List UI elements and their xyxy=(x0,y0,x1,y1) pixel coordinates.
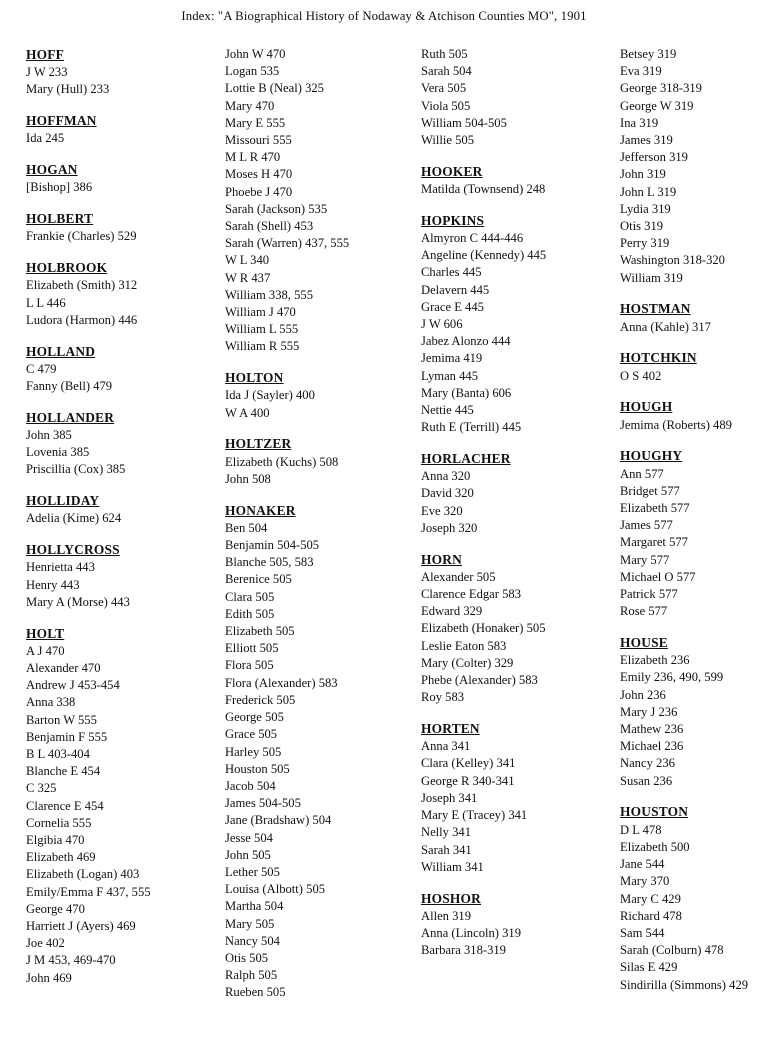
surname-heading: HOLLYCROSS xyxy=(26,542,120,558)
index-entry: Elliott 505 xyxy=(225,641,279,656)
index-entry: Nettie 445 xyxy=(421,403,474,418)
index-entry: Martha 504 xyxy=(225,899,284,914)
surname-heading: HOLLANDER xyxy=(26,409,115,425)
index-entry: Elizabeth 469 xyxy=(26,850,96,865)
surname-heading: HOSHOR xyxy=(421,890,481,906)
index-entry: Nancy 504 xyxy=(225,933,280,948)
surname-heading: HOGAN xyxy=(26,162,78,178)
index-entry: Matilda (Townsend) 248 xyxy=(421,182,546,197)
index-entry: Alexander 505 xyxy=(421,569,496,584)
index-entry: Elizabeth 577 xyxy=(620,501,690,516)
index-entry: Frederick 505 xyxy=(225,692,296,707)
index-entry: Lyman 445 xyxy=(421,368,479,383)
index-entry: Joseph 341 xyxy=(421,790,478,805)
index-section xyxy=(421,551,611,707)
index-entry: Mary 370 xyxy=(620,874,670,889)
index-entry: John W 470 xyxy=(225,47,286,61)
index-entry: Rose 577 xyxy=(620,604,668,619)
index-section xyxy=(421,720,611,876)
index-entry: D L 478 xyxy=(620,822,662,837)
index-entry: Almyron C 444-446 xyxy=(421,231,524,246)
index-section xyxy=(26,46,216,99)
index-entry: Jefferson 319 xyxy=(620,150,688,165)
surname-heading: HOLLAND xyxy=(26,343,96,359)
index-entry: Anna (Lincoln) 319 xyxy=(421,925,522,940)
index-entry: Allen 319 xyxy=(421,908,472,923)
index-entry: Sarah (Jackson) 535 xyxy=(225,201,328,216)
index-entry: Cornelia 555 xyxy=(26,815,92,830)
index-entry: Joe 402 xyxy=(26,936,65,951)
index-section xyxy=(225,435,415,488)
index-section xyxy=(620,398,768,433)
index-entry: Barton W 555 xyxy=(26,712,97,727)
index-entry: David 320 xyxy=(421,486,474,501)
surname-heading: HOLTZER xyxy=(225,436,292,452)
index-entry: Ludora (Harmon) 446 xyxy=(26,312,138,327)
index-entry: William J 470 xyxy=(225,305,296,320)
index-entry: Delavern 445 xyxy=(421,282,490,297)
index-entry: Vera 505 xyxy=(421,81,467,96)
index-entry: George 318-319 xyxy=(620,81,702,96)
index-entry: Emily/Emma F 437, 555 xyxy=(26,884,151,899)
index-entry: Betsey 319 xyxy=(620,47,677,61)
index-entry: Anna 338 xyxy=(26,695,76,710)
index-section xyxy=(26,210,216,245)
index-section xyxy=(26,161,216,196)
index-entry: Ann 577 xyxy=(620,466,664,481)
index-entry: Ina 319 xyxy=(620,115,659,130)
index-entry: Elizabeth (Smith) 312 xyxy=(26,278,138,293)
index-entry: Joseph 320 xyxy=(421,520,478,535)
index-entry: Otis 505 xyxy=(225,950,269,965)
index-entry: Edward 329 xyxy=(421,604,483,619)
index-entry: Anna 320 xyxy=(421,469,471,484)
surname-heading: HOFFMAN xyxy=(26,113,97,129)
surname-heading: HOLTON xyxy=(225,370,284,386)
index-entry: Ruth 505 xyxy=(421,47,468,61)
index-entry: Ralph 505 xyxy=(225,968,278,983)
index-entry: Sarah (Colburn) 478 xyxy=(620,943,724,958)
index-entry: Elizabeth 500 xyxy=(620,839,690,854)
index-section xyxy=(421,890,611,960)
index-entry: John 469 xyxy=(26,970,72,985)
index-entry: Charles 445 xyxy=(421,265,482,280)
index-entry: Phoebe J 470 xyxy=(225,184,293,199)
index-entry: Emily 236, 490, 599 xyxy=(620,670,724,685)
index-entry: Berenice 505 xyxy=(225,572,292,587)
index-entry: Anna (Kahle) 317 xyxy=(620,319,711,334)
index-entry: Mary 577 xyxy=(620,552,670,567)
index-entry: Clarence E 454 xyxy=(26,798,104,813)
index-entry: Elizabeth (Logan) 403 xyxy=(26,867,140,882)
index-entry: Flora 505 xyxy=(225,658,274,673)
index-entry: Ben 504 xyxy=(225,520,268,535)
index-entry: Frankie (Charles) 529 xyxy=(26,229,137,244)
index-entry: William 338, 555 xyxy=(225,287,313,302)
index-entry: Jane 544 xyxy=(620,857,665,872)
index-entry: Blanche 505, 583 xyxy=(225,555,314,570)
index-entry: Roy 583 xyxy=(421,690,465,705)
index-entry: Mary A (Morse) 443 xyxy=(26,594,130,609)
index-entry: William R 555 xyxy=(225,339,300,354)
surname-heading: HOLT xyxy=(26,625,65,641)
index-entry: Richard 478 xyxy=(620,908,682,923)
index-entry: Mary C 429 xyxy=(620,891,681,906)
surname-heading: HORTEN xyxy=(421,721,480,737)
index-entry: B L 403-404 xyxy=(26,747,90,762)
index-entry: Sam 544 xyxy=(620,925,665,940)
index-entry: Lottie B (Neal) 325 xyxy=(225,81,324,96)
index-entry: Barbara 318-319 xyxy=(421,943,506,958)
index-entry: J M 453, 469-470 xyxy=(26,953,116,968)
index-column-1 xyxy=(26,46,216,1000)
index-entry: Lovenia 385 xyxy=(26,445,90,460)
index-column-4 xyxy=(620,46,768,1007)
index-entry: Ruth E (Terrill) 445 xyxy=(421,420,522,435)
index-entry: Lether 505 xyxy=(225,864,280,879)
index-entry: Alexander 470 xyxy=(26,661,101,676)
index-entry: George 505 xyxy=(225,710,284,725)
index-entry: Ida J (Sayler) 400 xyxy=(225,388,315,403)
index-entry: Rueben 505 xyxy=(225,985,286,1000)
index-entry: O S 402 xyxy=(620,368,662,383)
index-entry: Clarence Edgar 583 xyxy=(421,587,522,602)
index-section xyxy=(421,163,611,198)
index-entry: Harriett J (Ayers) 469 xyxy=(26,919,136,934)
index-entry: James 504-505 xyxy=(225,796,301,811)
index-entry: John 236 xyxy=(620,687,666,702)
index-entry: Mathew 236 xyxy=(620,722,684,737)
index-section xyxy=(26,259,216,329)
index-entry: John 385 xyxy=(26,428,72,443)
index-entry: Margaret 577 xyxy=(620,535,688,550)
index-entry: C 479 xyxy=(26,361,57,376)
index-entry: George R 340-341 xyxy=(421,773,515,788)
index-entry: John 505 xyxy=(225,847,271,862)
index-entry: A J 470 xyxy=(26,643,65,658)
index-entry: James 577 xyxy=(620,518,673,533)
index-entry: Elizabeth (Honaker) 505 xyxy=(421,621,546,636)
index-entry: Blanche E 454 xyxy=(26,764,101,779)
surname-heading: HOPKINS xyxy=(421,212,485,228)
index-entry: Elizabeth 236 xyxy=(620,653,690,668)
surname-heading: HORLACHER xyxy=(421,451,511,467)
index-entry: Clara 505 xyxy=(225,589,275,604)
index-entry: William L 555 xyxy=(225,322,299,337)
index-entry: Mary 505 xyxy=(225,916,275,931)
index-entry: Benjamin 504-505 xyxy=(225,538,320,553)
index-entry: Anna 341 xyxy=(421,739,471,754)
index-entry: Flora (Alexander) 583 xyxy=(225,675,338,690)
index-entry: William 504-505 xyxy=(421,115,507,130)
index-entry: Grace E 445 xyxy=(421,299,484,314)
index-column-2 xyxy=(225,46,415,1015)
page-title: Index: "A Biographical History of Nodaway & Atchison Counties MO", 1901 xyxy=(181,9,587,23)
index-entry: W R 437 xyxy=(225,270,271,285)
index-entry: Harley 505 xyxy=(225,744,282,759)
index-entry: Phebe (Alexander) 583 xyxy=(421,673,538,688)
index-section xyxy=(225,369,415,422)
index-section xyxy=(26,343,216,396)
index-entry: W L 340 xyxy=(225,253,270,268)
index-entry: John L 319 xyxy=(620,184,677,199)
index-section xyxy=(620,803,768,993)
surname-heading: HORN xyxy=(421,551,462,567)
index-entry: C 325 xyxy=(26,781,57,796)
index-entry: Mary E (Tracey) 341 xyxy=(421,808,528,823)
index-entry: Grace 505 xyxy=(225,727,278,742)
index-entry: George 470 xyxy=(26,901,85,916)
index-section xyxy=(26,541,216,611)
index-entry: W A 400 xyxy=(225,405,270,420)
index-entry: George W 319 xyxy=(620,98,694,113)
surname-heading: HOLLIDAY xyxy=(26,493,100,509)
index-entry: Mary (Colter) 329 xyxy=(421,655,514,670)
index-entry: Jemima (Roberts) 489 xyxy=(620,417,732,432)
surname-heading: HOUSTON xyxy=(620,804,689,820)
index-entry: Willie 505 xyxy=(421,133,475,148)
index-entry: Elizabeth (Kuchs) 508 xyxy=(225,454,339,469)
index-section xyxy=(225,46,415,356)
surname-heading: HOSTMAN xyxy=(620,301,691,317)
index-section xyxy=(26,409,216,479)
index-entry: Jacob 504 xyxy=(225,778,276,793)
index-section xyxy=(620,46,768,287)
index-section xyxy=(421,46,611,149)
index-column-3 xyxy=(421,46,611,973)
index-entry: Fanny (Bell) 479 xyxy=(26,379,113,394)
index-entry: Nelly 341 xyxy=(421,825,472,840)
index-entry: Jabez Alonzo 444 xyxy=(421,334,511,349)
index-entry: Mary (Banta) 606 xyxy=(421,385,512,400)
index-entry: Jemima 419 xyxy=(421,351,483,366)
index-entry: Viola 505 xyxy=(421,98,471,113)
index-entry: Elgibia 470 xyxy=(26,833,85,848)
index-entry: Ida 245 xyxy=(26,131,65,146)
index-entry: Sindirilla (Simmons) 429 xyxy=(620,977,749,992)
index-section xyxy=(620,300,768,335)
surname-heading: HOLBERT xyxy=(26,211,94,227)
index-entry: Sarah 504 xyxy=(421,64,472,79)
index-entry: [Bishop] 386 xyxy=(26,180,93,195)
index-section xyxy=(26,625,216,987)
index-section xyxy=(421,212,611,437)
index-entry: Silas E 429 xyxy=(620,960,678,975)
index-section xyxy=(620,634,768,790)
index-entry: Susan 236 xyxy=(620,773,673,788)
index-entry: J W 233 xyxy=(26,65,68,80)
index-entry: Washington 318-320 xyxy=(620,253,725,268)
index-entry: Priscillia (Cox) 385 xyxy=(26,462,126,477)
surname-heading: HOTCHKIN xyxy=(620,350,697,366)
surname-heading: HOUSE xyxy=(620,635,668,651)
index-entry: Missouri 555 xyxy=(225,133,292,148)
index-entry: M L R 470 xyxy=(225,150,281,165)
index-entry: Mary (Hull) 233 xyxy=(26,82,110,97)
index-entry: Mary E 555 xyxy=(225,115,286,130)
index-entry: L L 446 xyxy=(26,295,66,310)
index-entry: Henry 443 xyxy=(26,577,80,592)
index-entry: Otis 319 xyxy=(620,219,664,234)
index-entry: John 319 xyxy=(620,167,666,182)
index-entry: Eva 319 xyxy=(620,64,662,79)
index-entry: Adelia (Kime) 624 xyxy=(26,511,122,526)
index-entry: Louisa (Albott) 505 xyxy=(225,882,326,897)
index-entry: Logan 535 xyxy=(225,64,280,79)
index-entry: William 319 xyxy=(620,270,683,285)
index-entry: Elizabeth 505 xyxy=(225,624,295,639)
index-section xyxy=(620,349,768,384)
index-entry: Lydia 319 xyxy=(620,201,671,216)
surname-heading: HOUGHY xyxy=(620,448,683,464)
index-entry: Patrick 577 xyxy=(620,587,678,602)
index-entry: Bridget 577 xyxy=(620,483,680,498)
index-entry: Michael 236 xyxy=(620,739,684,754)
index-entry: Mary 470 xyxy=(225,98,275,113)
index-entry: Mary J 236 xyxy=(620,704,678,719)
index-entry: Henrietta 443 xyxy=(26,560,95,575)
index-entry: Angeline (Kennedy) 445 xyxy=(421,248,547,263)
index-section xyxy=(26,492,216,527)
surname-heading: HOFF xyxy=(26,47,64,62)
index-entry: Sarah (Warren) 437, 555 xyxy=(225,236,350,251)
index-entry: Leslie Eaton 583 xyxy=(421,638,507,653)
index-entry: Jane (Bradshaw) 504 xyxy=(225,813,332,828)
index-entry: Moses H 470 xyxy=(225,167,293,182)
index-entry: Eve 320 xyxy=(421,503,463,518)
index-section xyxy=(225,502,415,1002)
index-entry: Clara (Kelley) 341 xyxy=(421,756,516,771)
index-entry: J W 606 xyxy=(421,317,463,332)
index-entry: Sarah 341 xyxy=(421,842,472,857)
index-entry: William 341 xyxy=(421,859,484,874)
index-entry: James 319 xyxy=(620,133,673,148)
index-section xyxy=(26,112,216,147)
surname-heading: HOOKER xyxy=(421,163,483,179)
index-entry: Andrew J 453-454 xyxy=(26,678,120,693)
index-section xyxy=(421,450,611,537)
index-entry: Edith 505 xyxy=(225,606,275,621)
surname-heading: HONAKER xyxy=(225,502,296,518)
surname-heading: HOUGH xyxy=(620,399,673,415)
index-entry: Sarah (Shell) 453 xyxy=(225,219,314,234)
index-entry: Jesse 504 xyxy=(225,830,273,845)
index-entry: Michael O 577 xyxy=(620,569,696,584)
index-entry: Benjamin F 555 xyxy=(26,729,108,744)
index-entry: John 508 xyxy=(225,471,271,486)
index-entry: Houston 505 xyxy=(225,761,290,776)
index-entry: Nancy 236 xyxy=(620,756,675,771)
index-entry: Perry 319 xyxy=(620,236,670,251)
surname-heading: HOLBROOK xyxy=(26,260,108,276)
index-section xyxy=(620,447,768,620)
